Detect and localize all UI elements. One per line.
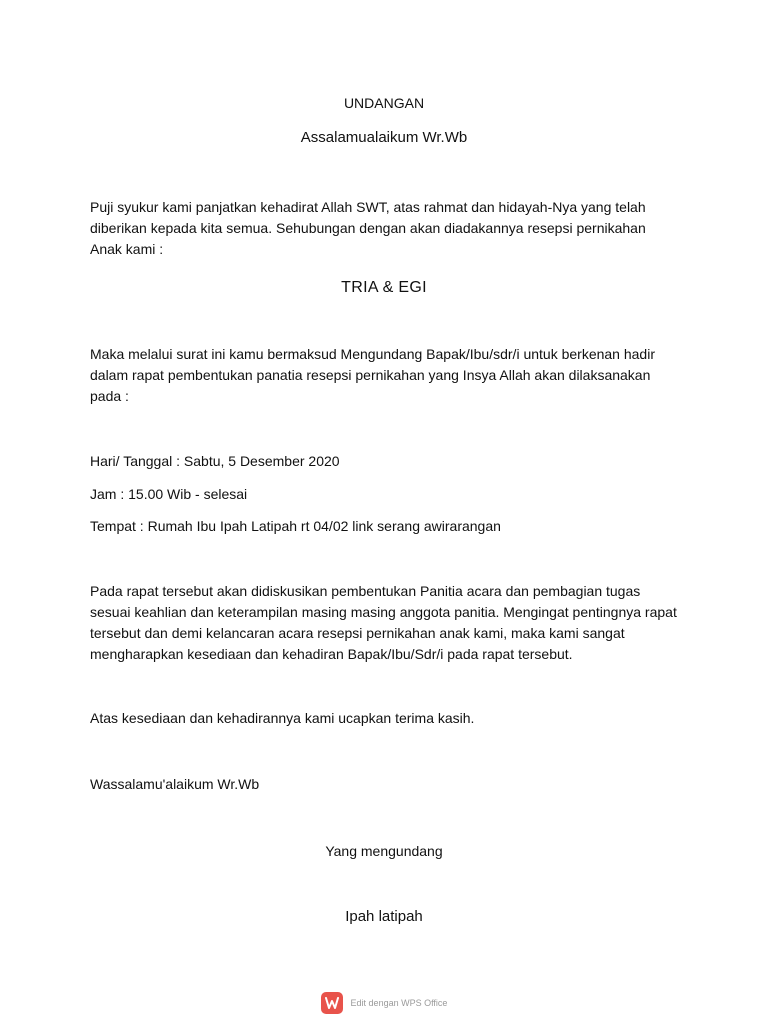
wps-footer[interactable]: [0, 990, 768, 1016]
place-line: Tempat : Rumah Ibu Ipah Latipah rt 04/02 link serang awirarangan: [90, 518, 501, 534]
purpose-paragraph: Maka melalui surat ini kamu bermaksud Mengundang Bapak/Ibu/sdr/i untuk berkenan hadir dalam rapat pembentukan panatia resepsi pernikahan yang Insya Allah akan dilaksanakan pada :: [90, 346, 655, 404]
wps-edit-link[interactable]: Edit dengan WPS Office: [350, 998, 448, 1008]
signer-name: Ipah latipah: [345, 908, 423, 925]
letter-title: UNDANGAN: [343, 95, 425, 111]
closing-greeting: Wassalamu'alaikum Wr.Wb: [90, 776, 260, 792]
opening-greeting: Assalamualaikum Wr.Wb: [300, 129, 468, 146]
time-line: Jam : 15.00 Wib - selesai: [90, 486, 248, 502]
thanks-line: Atas kesediaan dan kehadirannya kami ucapkan terima kasih.: [90, 710, 475, 726]
date-line: Hari/ Tanggal : Sabtu, 5 Desember 2020: [90, 453, 340, 469]
signature-label: Yang mengundang: [325, 843, 443, 859]
agenda-paragraph: Pada rapat tersebut akan didiskusikan pembentukan Panitia acara dan pembagian tugas sesuai keahlian dan keterampilan masing masing anggota panitia. Mengingat pentingnya rapat tersebut dan demi kelancaran acara resepsi pernikahan anak kami, maka kami sangat mengharapkan kesediaan dan kehadiran Bapak/Ibu/Sdr/i pada rapat tersebut.: [90, 583, 677, 662]
wps-office-icon: [321, 992, 343, 1014]
couple-names: TRIA & EGI: [341, 279, 427, 296]
intro-paragraph: Puji syukur kami panjatkan kehadirat Allah SWT, atas rahmat dan hidayah-Nya yang telah diberikan kepada kita semua. Sehubungan dengan akan diadakannya resepsi pernikahan Anak kami :: [90, 199, 646, 257]
